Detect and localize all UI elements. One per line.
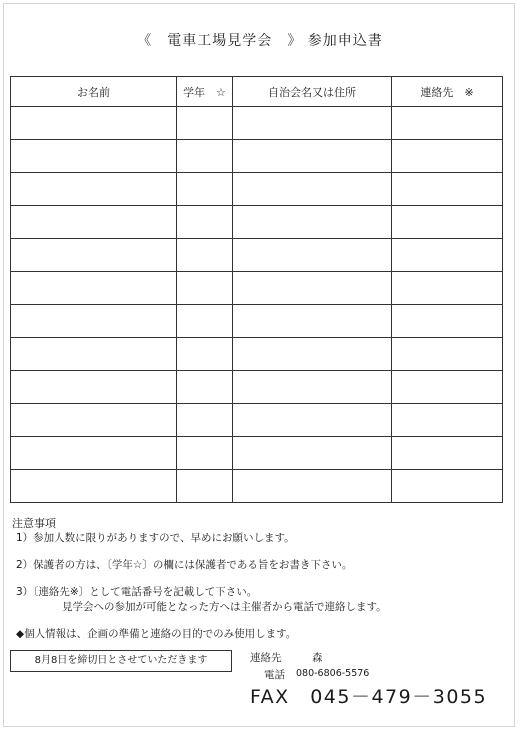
name-cell[interactable] [11, 239, 177, 272]
table-body [11, 107, 503, 503]
contact-cell[interactable] [392, 140, 503, 173]
table-row [11, 437, 503, 470]
grade-cell[interactable] [177, 437, 233, 470]
name-cell[interactable] [11, 206, 177, 239]
deadline-box: 8月8日を締切日とさせていただきます [10, 650, 232, 672]
grade-cell[interactable] [177, 107, 233, 140]
contact-cell[interactable] [392, 173, 503, 206]
column-header-address: 自治会名又は住所 [233, 77, 392, 107]
grade-cell[interactable] [177, 206, 233, 239]
name-cell[interactable] [11, 470, 177, 503]
note-2: 2）保護者の方は、〔学年☆〕の欄には保護者である旨をお書き下さい。 [16, 559, 353, 571]
table-row [11, 338, 503, 371]
address-cell[interactable] [233, 239, 392, 272]
name-cell[interactable] [11, 272, 177, 305]
table-row [11, 272, 503, 305]
name-cell[interactable] [11, 437, 177, 470]
table-row [11, 305, 503, 338]
grade-cell[interactable] [177, 305, 233, 338]
contact-cell[interactable] [392, 437, 503, 470]
grade-cell[interactable] [177, 239, 233, 272]
name-cell[interactable] [11, 338, 177, 371]
table-row [11, 107, 503, 140]
column-header-name: お名前 [11, 77, 177, 107]
address-cell[interactable] [233, 140, 392, 173]
contact-cell[interactable] [392, 239, 503, 272]
contact-cell[interactable] [392, 470, 503, 503]
table-row [11, 140, 503, 173]
address-cell[interactable] [233, 371, 392, 404]
privacy-note: ◆個人情報は、企画の準備と連絡の目的でのみ使用します。 [16, 628, 297, 640]
column-header-grade: 学年 ☆ [177, 77, 233, 107]
name-cell[interactable] [11, 404, 177, 437]
grade-cell[interactable] [177, 338, 233, 371]
contact-cell[interactable] [392, 338, 503, 371]
note-1: 1）参加人数に限りがありますので、早めにお願いします。 [16, 532, 295, 544]
table-row [11, 206, 503, 239]
address-cell[interactable] [233, 272, 392, 305]
grade-cell[interactable] [177, 404, 233, 437]
note-3-continued: 見学会への参加が可能となった方へは主催者から電話で連絡します。 [62, 601, 387, 613]
phone-number: 080-6806-5576 [296, 668, 370, 679]
address-cell[interactable] [233, 206, 392, 239]
address-cell[interactable] [233, 305, 392, 338]
contact-cell[interactable] [392, 272, 503, 305]
application-table [10, 76, 503, 503]
name-cell[interactable] [11, 107, 177, 140]
page-title: 《 電車工場見学会 》 参加申込書 [137, 33, 383, 49]
address-cell[interactable] [233, 404, 392, 437]
contact-cell[interactable] [392, 206, 503, 239]
address-cell[interactable] [233, 470, 392, 503]
contact-cell[interactable] [392, 107, 503, 140]
name-cell[interactable] [11, 173, 177, 206]
grade-cell[interactable] [177, 173, 233, 206]
name-cell[interactable] [11, 371, 177, 404]
name-cell[interactable] [11, 140, 177, 173]
table-row [11, 239, 503, 272]
grade-cell[interactable] [177, 470, 233, 503]
fax-number: FAX 045－479－3055 [250, 686, 488, 708]
note-3: 3）〔連絡先※〕として電話番号を記載して下さい。 [16, 586, 258, 598]
contact-label: 連絡先 [250, 652, 282, 664]
phone-label: 電話 [264, 669, 285, 681]
table-header-row [11, 77, 503, 107]
address-cell[interactable] [233, 173, 392, 206]
table-row [11, 173, 503, 206]
table-row [11, 404, 503, 437]
grade-cell[interactable] [177, 371, 233, 404]
table-row [11, 470, 503, 503]
address-cell[interactable] [233, 338, 392, 371]
contact-cell[interactable] [392, 404, 503, 437]
grade-cell[interactable] [177, 272, 233, 305]
contact-name: 森 [312, 652, 323, 664]
name-cell[interactable] [11, 305, 177, 338]
contact-cell[interactable] [392, 305, 503, 338]
notes-heading: 注意事項 [12, 517, 56, 530]
contact-cell[interactable] [392, 371, 503, 404]
column-header-contact: 連絡先 ※ [392, 77, 503, 107]
table-row [11, 371, 503, 404]
grade-cell[interactable] [177, 140, 233, 173]
address-cell[interactable] [233, 437, 392, 470]
address-cell[interactable] [233, 107, 392, 140]
